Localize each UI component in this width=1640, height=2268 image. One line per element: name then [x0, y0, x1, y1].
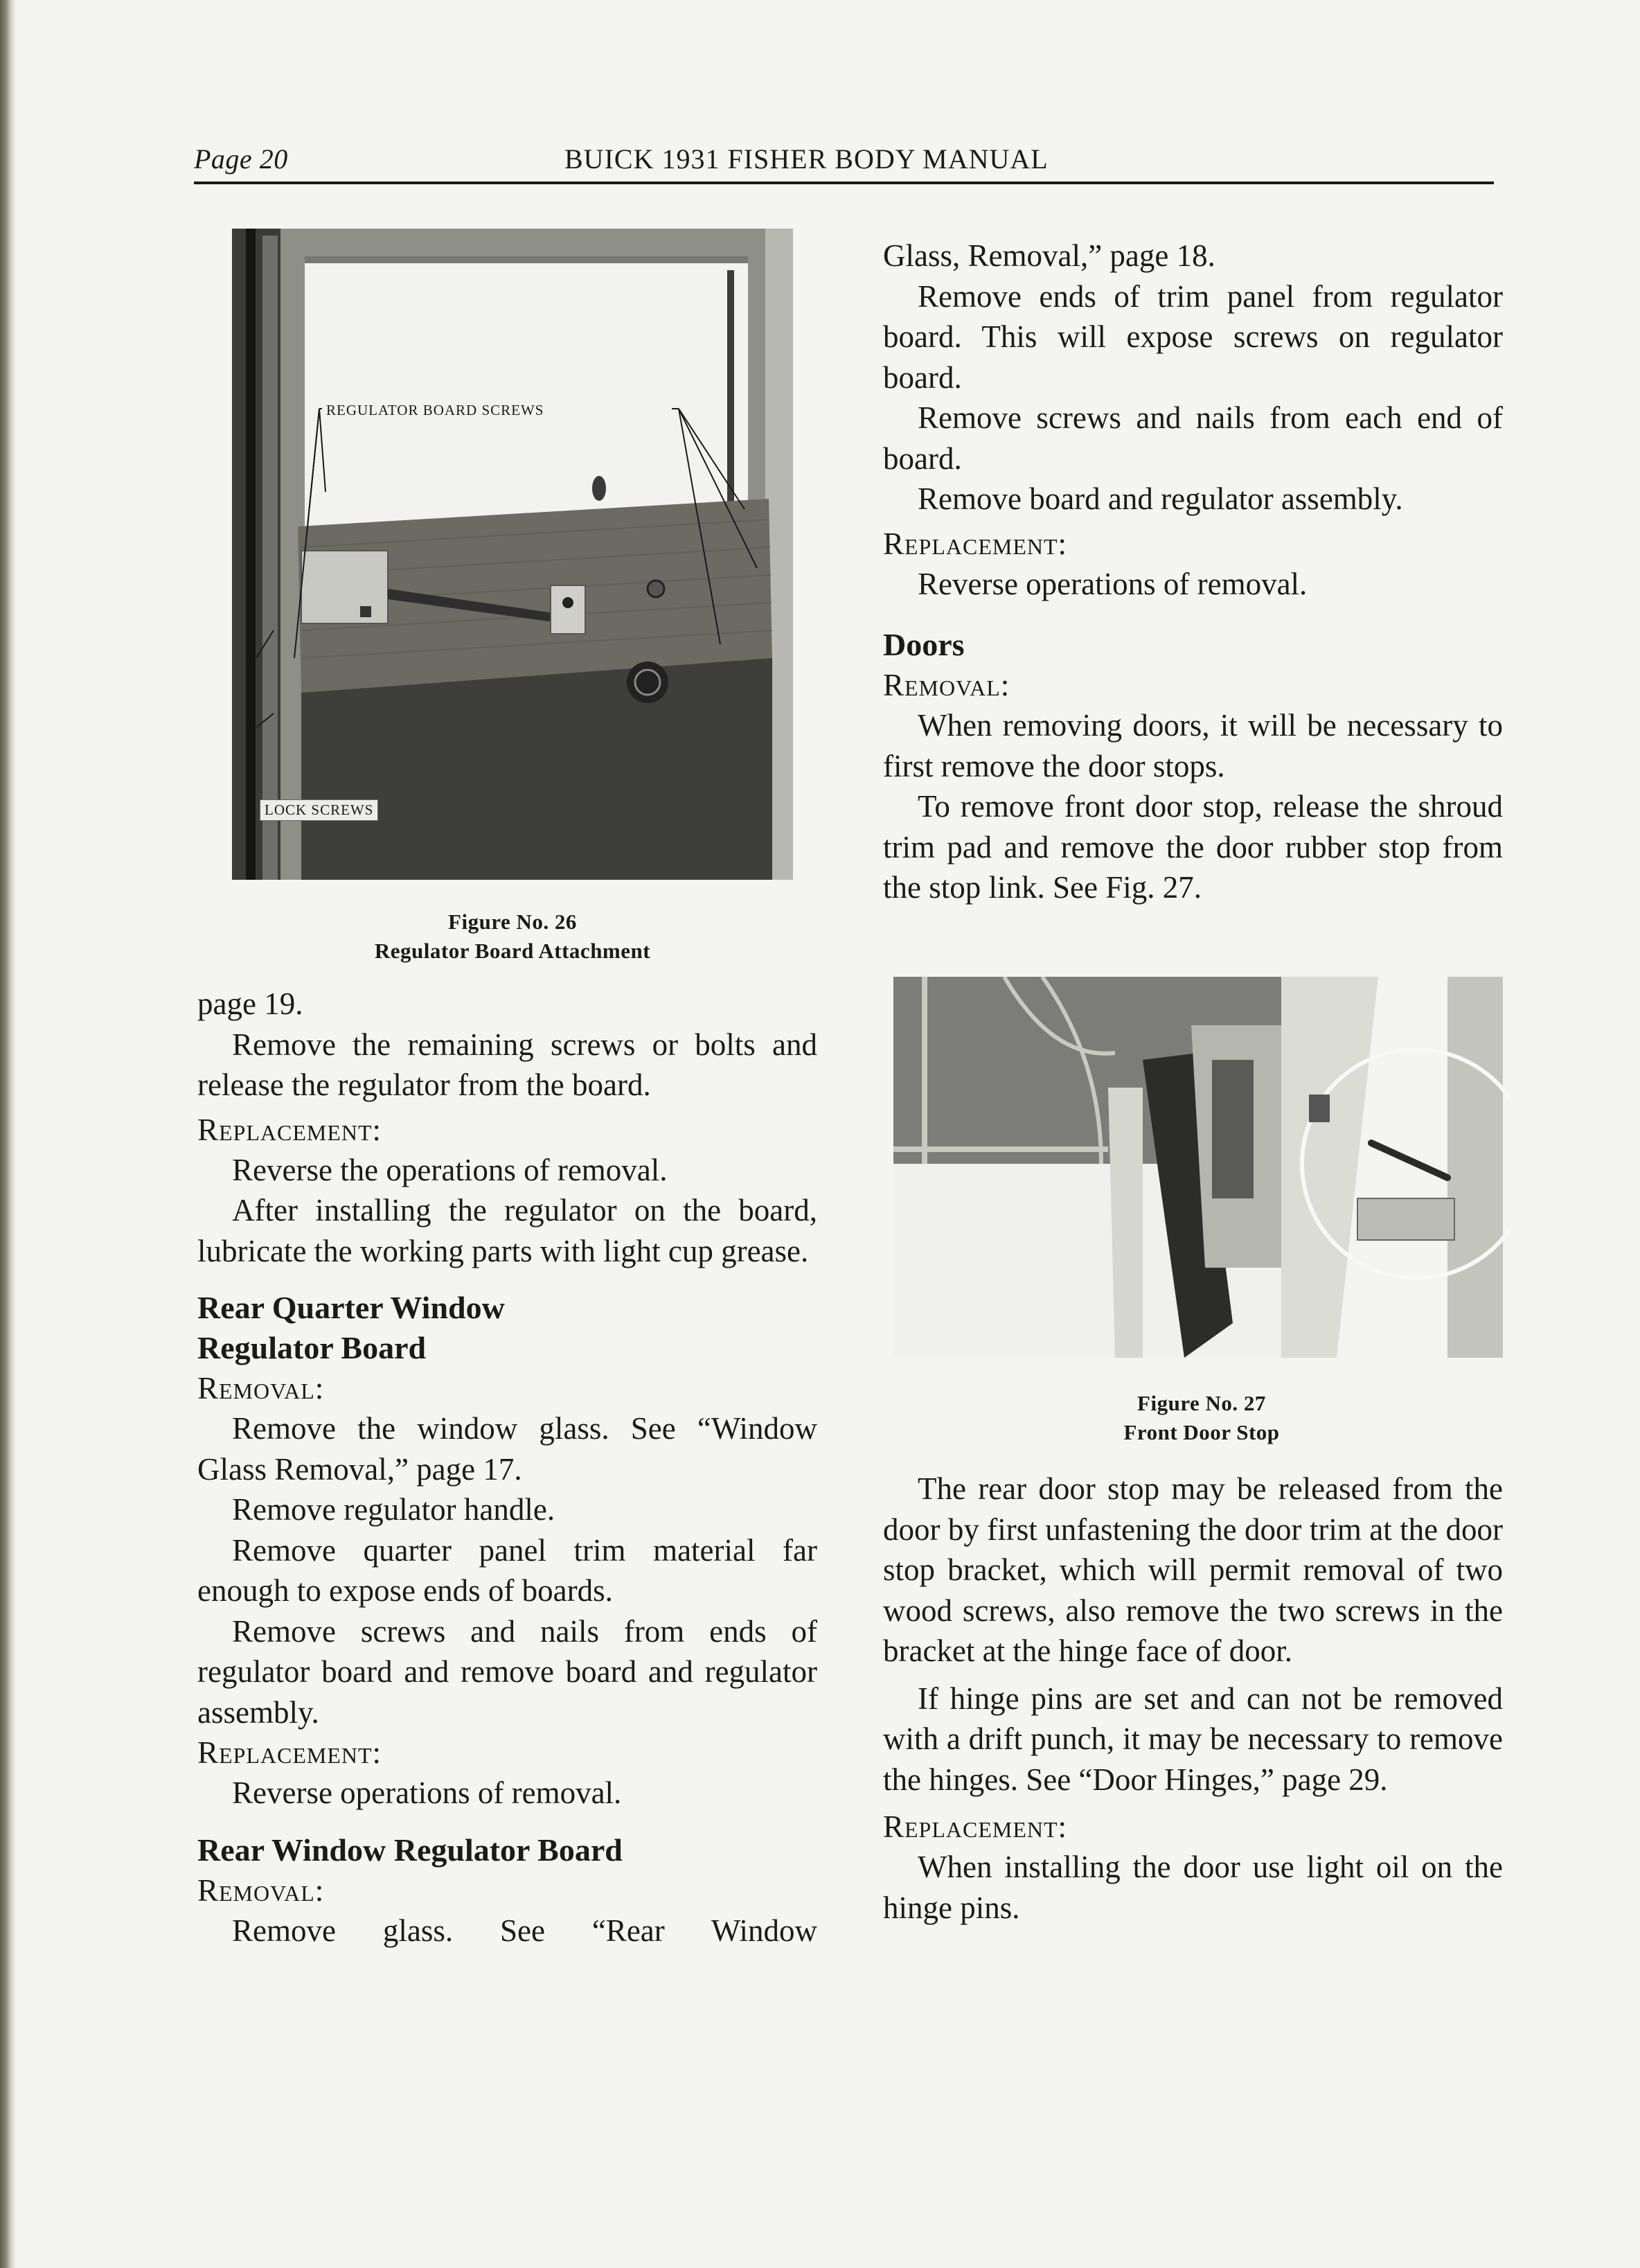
paragraph: If hinge pins are set and can not be removed with a drift punch, it may be necessary to remove the hinges. See “Door Hinges,” page 29.	[883, 1681, 1503, 1797]
subsection-label: Removal:	[883, 668, 1010, 702]
figure-26-number: Figure No. 26	[448, 910, 577, 934]
subsection-label: Removal:	[197, 1872, 325, 1908]
paragraph: To remove front door stop, release the shroud trim pad and remove the door rubber stop from the stop link. See Fig. 27.	[883, 789, 1503, 905]
paragraph: After installing the regulator on the board, lubricate the working parts with light cup grease.	[197, 1193, 817, 1268]
figure-26-title: Regulator Board Attachment	[374, 939, 651, 963]
subsection-label: Replacement:	[883, 526, 1068, 561]
right-column-top	[883, 236, 1503, 908]
figure-26-photo	[232, 229, 793, 880]
page-number: Page 20	[194, 143, 288, 175]
right-column-bottom	[883, 1469, 1503, 1928]
subsection-label: Replacement:	[197, 1112, 382, 1147]
paragraph: Remove regulator handle.	[232, 1492, 555, 1527]
subsection-label: Removal:	[197, 1371, 325, 1406]
paragraph: page 19.	[197, 986, 303, 1021]
section-heading: Doors	[883, 627, 965, 662]
page-header	[194, 139, 1492, 180]
paragraph: Remove screws and nails from ends of regulator board and remove board and regulator assembly.	[197, 1613, 817, 1730]
paragraph: Reverse operations of removal.	[918, 566, 1308, 601]
paragraph: Remove glass. See “Rear Window	[232, 1913, 817, 1948]
paragraph: Remove the remaining screws or bolts and release the regulator from the board.	[197, 1027, 817, 1102]
left-column	[197, 984, 817, 1951]
subsection-label: Replacement:	[197, 1735, 382, 1770]
paragraph: Remove board and regulator assembly.	[918, 481, 1403, 516]
figure-27-photo	[893, 977, 1510, 1358]
callout-lock-screws: LOCK SCREWS	[260, 799, 378, 821]
figure-27-title: Front Door Stop	[1123, 1420, 1280, 1444]
paragraph: Reverse operations of removal.	[232, 1775, 622, 1810]
running-title: BUICK 1931 FISHER BODY MANUAL	[564, 143, 1049, 175]
paragraph: Remove quarter panel trim material far enough to expose ends of boards.	[197, 1532, 817, 1608]
paragraph: When removing doors, it will be necessary to first remove the door stops.	[883, 708, 1503, 783]
page-binding-edge	[0, 0, 15, 2268]
callout-regulator-board-screws: REGULATOR BOARD SCREWS	[322, 400, 548, 420]
door-stop-illustration	[893, 977, 1510, 1358]
paragraph: Remove ends of trim panel from regulator board. This will expose screws on regulator board.	[883, 278, 1503, 395]
section-heading: Rear Quarter Window Regulator Board	[197, 1290, 505, 1365]
header-rule	[194, 181, 1494, 184]
paragraph: Glass, Removal,” page 18.	[883, 238, 1215, 273]
door-regulator-illustration	[232, 229, 793, 880]
paragraph: The rear door stop may be released from the door by first unfastening the door trim at the door stop bracket, which will permit removal of two wood screws, also remove the two screws in the bracket at the hinge face of door.	[883, 1471, 1503, 1668]
paragraph: Remove screws and nails from each end of board.	[883, 400, 1503, 476]
paragraph: Reverse the operations of removal.	[232, 1152, 668, 1187]
figure-26-caption	[232, 907, 793, 966]
paragraph: When installing the door use light oil on the hinge pins.	[883, 1850, 1503, 1925]
figure-27-caption	[893, 1389, 1510, 1447]
subsection-label: Replacement:	[883, 1809, 1068, 1844]
paragraph: Remove the window glass. See “Window Glass Removal,” page 17.	[197, 1411, 817, 1487]
section-heading: Rear Window Regulator Board	[197, 1832, 623, 1868]
figure-27-number: Figure No. 27	[1137, 1391, 1266, 1415]
figure-26	[232, 229, 793, 963]
figure-27	[893, 977, 1510, 1448]
